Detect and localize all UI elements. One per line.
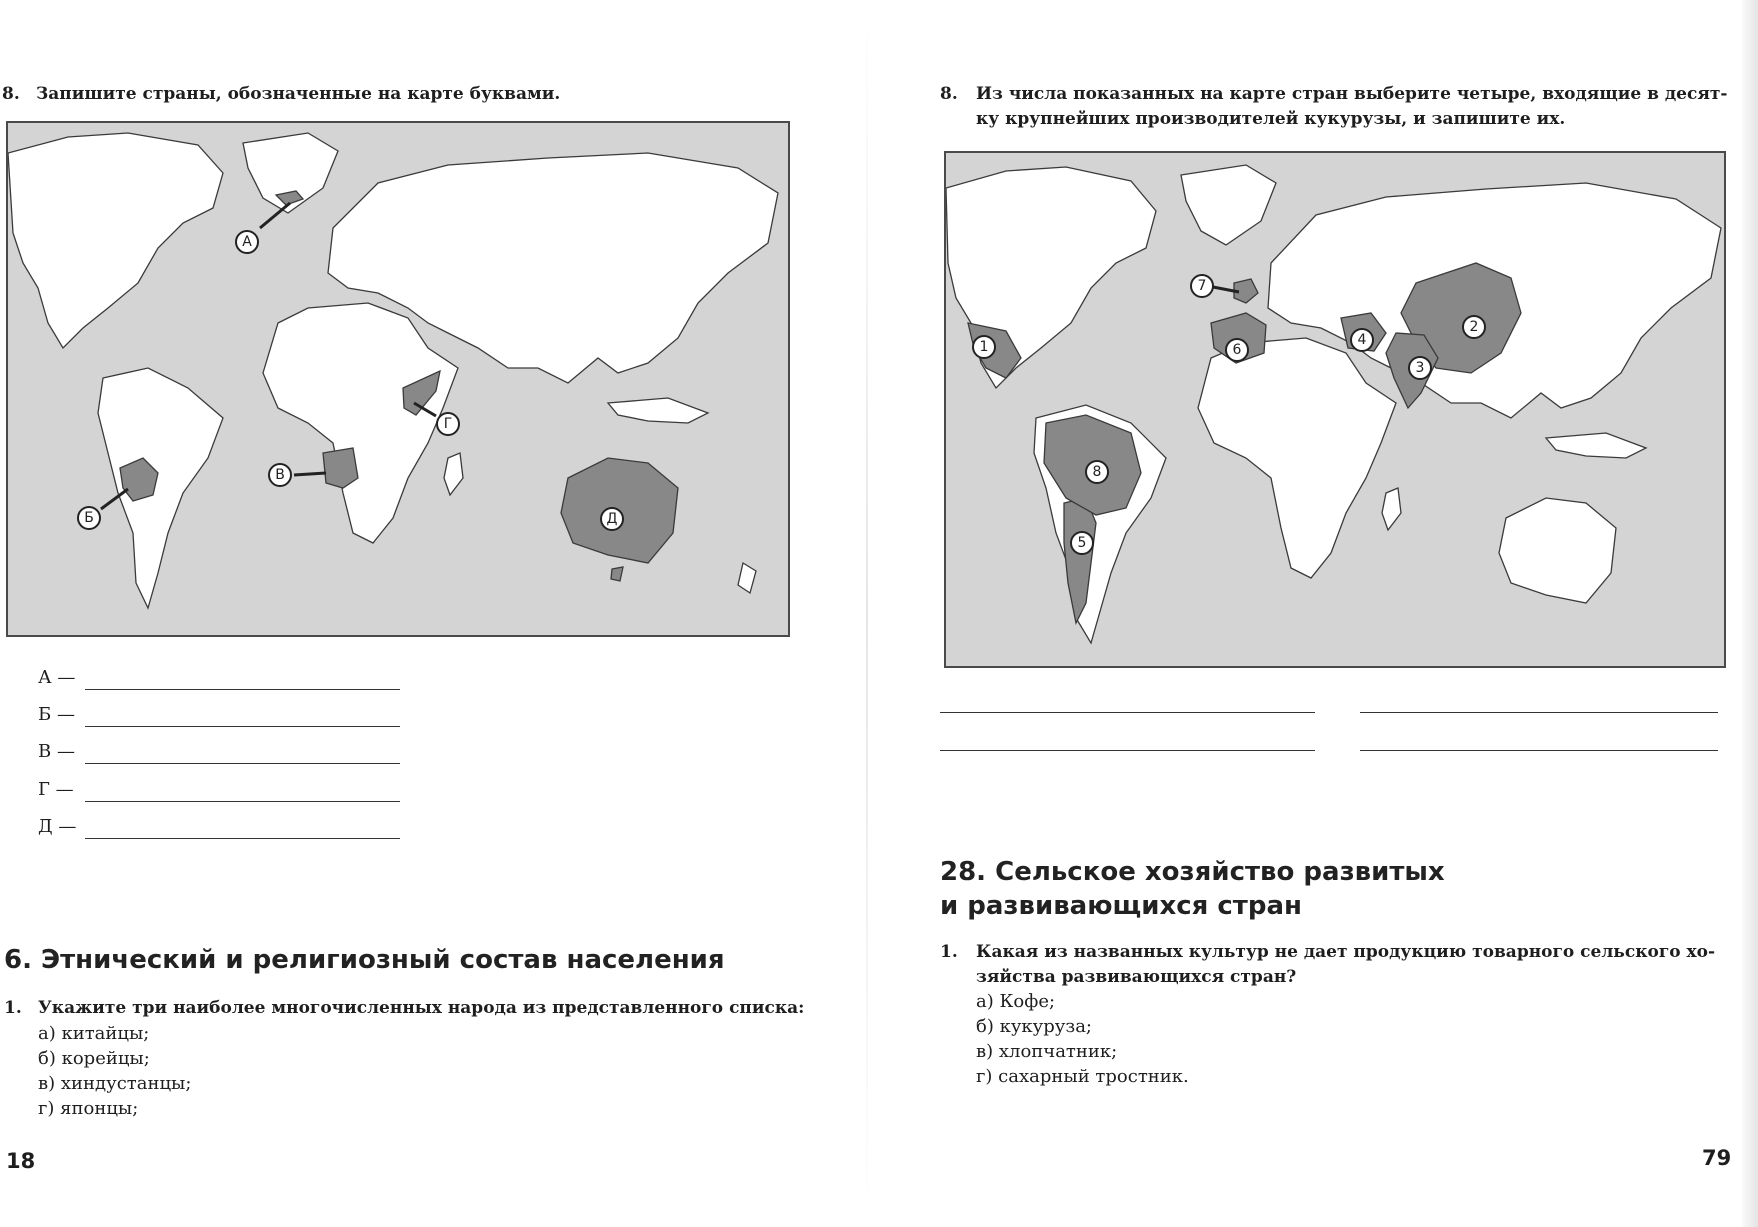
section-heading-28 [940,855,1740,923]
north-america-shape [8,133,223,348]
greenland-shape [1181,165,1276,245]
option-v[interactable]: в) хлопчатник; [976,1041,1118,1062]
svg-text:1: 1 [979,339,989,355]
answer-line[interactable] [85,689,400,690]
svg-text:Б: Б [84,510,94,526]
svg-text:5: 5 [1077,535,1087,551]
answer-label: В — [38,741,75,762]
map-marker-v [269,464,291,486]
africa-shape [263,303,458,543]
answer-line[interactable] [85,801,400,802]
task-text: Укажите три наиболее многочисленных народа из представленного списка: [38,998,805,1018]
option-v[interactable]: в) хиндустанцы; [38,1073,192,1094]
answer-line-2[interactable] [1360,712,1718,713]
answer-line-3[interactable] [940,750,1315,751]
map-marker-6 [1226,339,1248,361]
world-map-letters [6,121,790,637]
new-zealand-shape [738,563,756,593]
svg-text:3: 3 [1415,360,1425,376]
south-america-shape [98,368,223,608]
task-8-right [940,82,1740,132]
map-marker-3 [1409,357,1431,379]
answer-line[interactable] [85,763,400,764]
section-heading-6: 6. Этнический и религиозный состав населения [4,945,725,975]
answer-label: А — [38,667,76,688]
svg-text:7: 7 [1197,278,1207,294]
answer-row-a [38,667,438,697]
task-8-left [2,82,822,107]
option-g[interactable]: г) японцы; [38,1098,139,1119]
svg-text:6: 6 [1232,342,1242,358]
heading-line-2: и развивающихся стран [940,891,1302,921]
answer-line-1[interactable] [940,712,1315,713]
task-text: Какая из названных культур не дает продукцию товарного сельского хо- зяйства развивающихся стран? [976,942,1716,987]
task-number: 8. [940,84,958,104]
svg-text:8: 8 [1092,464,1102,480]
task-1-right [940,940,1740,990]
australia-shape [1499,498,1616,603]
option-a[interactable]: а) китайцы; [38,1023,150,1044]
world-map-numbers [944,151,1726,668]
answer-row-g [38,779,438,809]
task-1-right-options [976,989,1189,1089]
page-number-left: 18 [6,1149,36,1173]
answer-line[interactable] [85,838,400,839]
madagascar-shape [1382,488,1401,530]
leader-line-a [260,203,290,228]
right-page [870,0,1758,1227]
map-marker-1 [973,336,995,358]
map-marker-4 [1351,329,1373,351]
option-g[interactable]: г) сахарный тростник. [976,1066,1189,1087]
svg-text:2: 2 [1469,319,1479,335]
svg-text:4: 4 [1357,332,1367,348]
option-b[interactable]: б) кукуруза; [976,1016,1092,1037]
map-marker-a [236,231,258,253]
indonesia-shape [1546,433,1646,458]
page-number-right: 79 [1702,1146,1732,1170]
task-number: 1. [940,942,958,962]
task-number: 8. [2,84,20,104]
madagascar-shape [444,453,463,495]
map-marker-2 [1463,316,1485,338]
map-marker-d [601,508,623,530]
svg-text:Г: Г [443,416,453,432]
answer-label: Д — [38,816,77,837]
answer-row-b [38,704,438,734]
world-map-svg [8,123,788,635]
answer-label: Б — [38,704,75,725]
tasmania-shape [611,567,623,581]
svg-text:А: А [242,234,252,250]
africa-shape [1198,338,1396,578]
map-marker-b [78,507,100,529]
option-b[interactable]: б) корейцы; [38,1048,150,1069]
option-a[interactable]: а) Кофе; [976,991,1056,1012]
answer-row-v [38,741,438,771]
world-map-svg [946,153,1724,666]
indonesia-shape [608,398,708,423]
task-1-left [4,996,854,1021]
task-text: Из числа показанных на карте стран выберите четыре, входящие в десят- ку крупнейших производителей кукурузы, и запишите их. [976,84,1728,129]
left-page [0,0,870,1227]
map-marker-8 [1086,461,1108,483]
map-marker-g [437,413,459,435]
answer-line[interactable] [85,726,400,727]
map-marker-5 [1071,532,1093,554]
answer-label: Г — [38,779,74,800]
leader-line-v [294,473,326,475]
task-text: Запишите страны, обозначенные на карте буквами. [36,84,561,104]
task-1-left-options [38,1021,191,1121]
answer-row-d [38,816,438,846]
map-marker-7 [1191,275,1213,297]
heading-line-1: 28. Сельское хозяйство развитых [940,857,1445,887]
svg-text:В: В [275,467,285,483]
task-number: 1. [4,998,22,1018]
svg-text:Д: Д [606,511,618,527]
answer-line-4[interactable] [1360,750,1718,751]
country-angola [323,448,358,488]
